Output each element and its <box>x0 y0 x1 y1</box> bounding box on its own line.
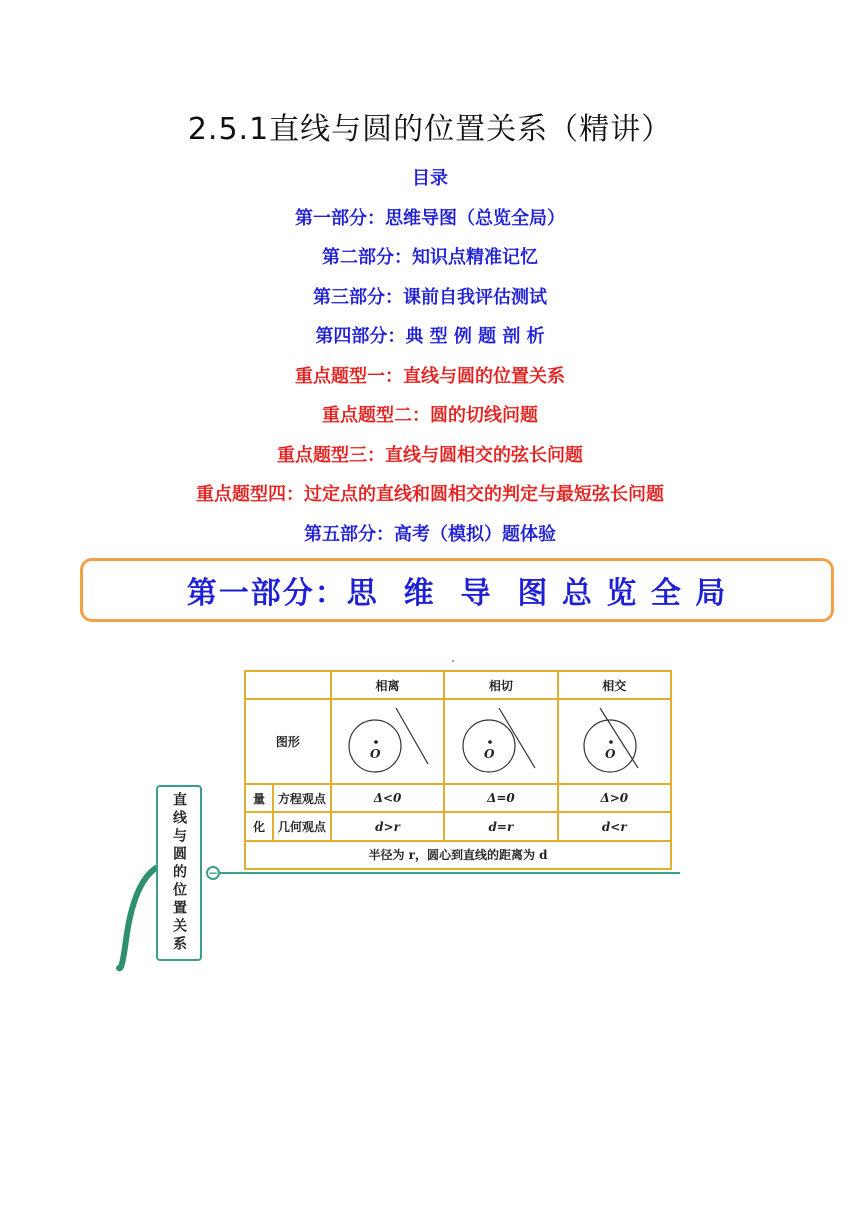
part-one-banner-text: 第一部分：思 维 导 图 总 览 全 局 <box>186 576 728 611</box>
mind-map-node[interactable] <box>156 785 202 961</box>
equation-tangent: Δ=0 <box>444 784 557 812</box>
equation-view-label: 方程观点 <box>273 784 331 812</box>
figure-row-label: 图形 <box>245 699 331 784</box>
header-intersect: 相交 <box>558 671 671 699</box>
figure-separate-cell <box>331 699 444 784</box>
collapse-toggle-icon[interactable]: − <box>207 866 219 880</box>
part-one-banner <box>80 558 834 622</box>
page-title: 2.5.1直线与圆的位置关系（精讲） <box>187 112 673 147</box>
toc-item-part1[interactable]: 第一部分：思维导图（总览全局） <box>295 208 565 229</box>
quantify-label-top: 量 <box>245 784 273 812</box>
table-footnote: 半径为 r，圆心到直线的距离为 d <box>245 841 671 869</box>
center-label: O <box>369 746 380 761</box>
mind-map <box>0 640 860 1000</box>
header-separate: 相离 <box>331 671 444 699</box>
branch-curve <box>119 868 156 968</box>
toc-item-type4[interactable]: 重点题型四：过定点的直线和圆相交的判定与最短弦长问题 <box>196 484 664 505</box>
toc-item-type1[interactable]: 重点题型一：直线与圆的位置关系 <box>295 366 565 387</box>
geometry-view-label: 几何观点 <box>273 812 331 840</box>
intersect-diagram <box>566 702 662 782</box>
position-relation-table <box>244 670 672 870</box>
toc-item-part3[interactable]: 第三部分：课前自我评估测试 <box>313 287 547 308</box>
geometry-intersect: d<r <box>558 812 671 840</box>
tangent-diagram <box>453 702 549 782</box>
table-corner-cell <box>245 671 331 699</box>
toc-item-part2[interactable]: 第二部分：知识点精准记忆 <box>322 247 538 268</box>
toc-heading: 目录 <box>412 168 448 189</box>
toc-item-part5[interactable]: 第五部分：高考（模拟）题体验 <box>304 524 556 545</box>
figure-intersect-cell <box>558 699 671 784</box>
mind-map-node-label: 直线与圆的位置关系 <box>171 792 187 954</box>
equation-separate: Δ<0 <box>331 784 444 812</box>
center-label: O <box>605 746 616 761</box>
quantify-label-bottom: 化 <box>245 812 273 840</box>
toc-item-type2[interactable]: 重点题型二：圆的切线问题 <box>322 405 538 426</box>
header-tangent: 相切 <box>444 671 557 699</box>
geometry-separate: d>r <box>331 812 444 840</box>
center-label: O <box>483 746 495 761</box>
separate-diagram <box>340 702 436 782</box>
toc-item-part4[interactable]: 第四部分：典 型 例 题 剖 析 <box>315 326 545 347</box>
toc-item-type3[interactable]: 重点题型三：直线与圆相交的弦长问题 <box>277 445 583 466</box>
dot-mark <box>452 660 454 662</box>
equation-intersect: Δ>0 <box>558 784 671 812</box>
figure-tangent-cell <box>444 699 557 784</box>
geometry-tangent: d=r <box>444 812 557 840</box>
